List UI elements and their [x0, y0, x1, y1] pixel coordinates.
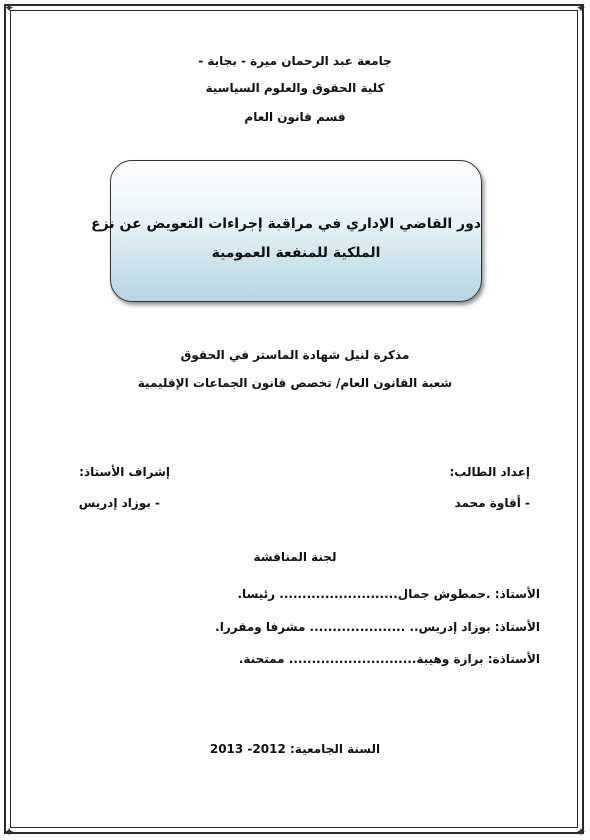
supervisor-label: إشراف الأستاذ: — [79, 465, 170, 479]
committee-member-3: الأستاذة: برازة وهيبة............................ ممتحنة. — [238, 652, 540, 666]
thesis-title-line-1: دور القاضي الإداري في مراقبة إجراءات التعويض عن نزع — [91, 216, 481, 232]
committee-member-1: الأستاذ: .حمطوش جمال.......................... رئيسا. — [237, 587, 540, 601]
corner-ornament-bottom-right: ✦ — [575, 825, 586, 839]
thesis-title-box — [91, 160, 482, 302]
university-name: جامعة عبد الرحمان ميرة - بجاية - — [198, 54, 392, 68]
faculty-name: كلية الحقوق والعلوم السياسية — [205, 81, 385, 95]
academic-year: السنة الجامعية: 2012- 2013 — [209, 742, 381, 756]
thesis-title-line-2: الملكية للمنفعة العمومية — [211, 245, 381, 261]
corner-ornament-top-left: ✦ — [4, 1, 15, 15]
student-label: إعداد الطالب: — [449, 465, 530, 479]
page-border-inner — [10, 10, 578, 828]
committee-member-2: الأستاذ: بوزاد إدريس.. ..................... مشرفا ومقررا. — [215, 620, 540, 634]
committee-title: لجنة المناقشة — [253, 550, 337, 564]
specialty-statement: شعبة القانون العام/ تخصص قانون الجماعات الإقليمية — [137, 376, 453, 390]
student-name: - أقاوة محمد — [454, 496, 530, 510]
degree-statement: مذكرة لنيل شهادة الماستر في الحقوق — [180, 348, 410, 362]
corner-ornament-bottom-left: ✦ — [4, 825, 15, 839]
supervisor-name: - بوزاد إدريس — [78, 496, 160, 510]
corner-ornament-top-right: ✦ — [575, 1, 586, 15]
department-name: قسم قانون العام — [244, 110, 346, 124]
